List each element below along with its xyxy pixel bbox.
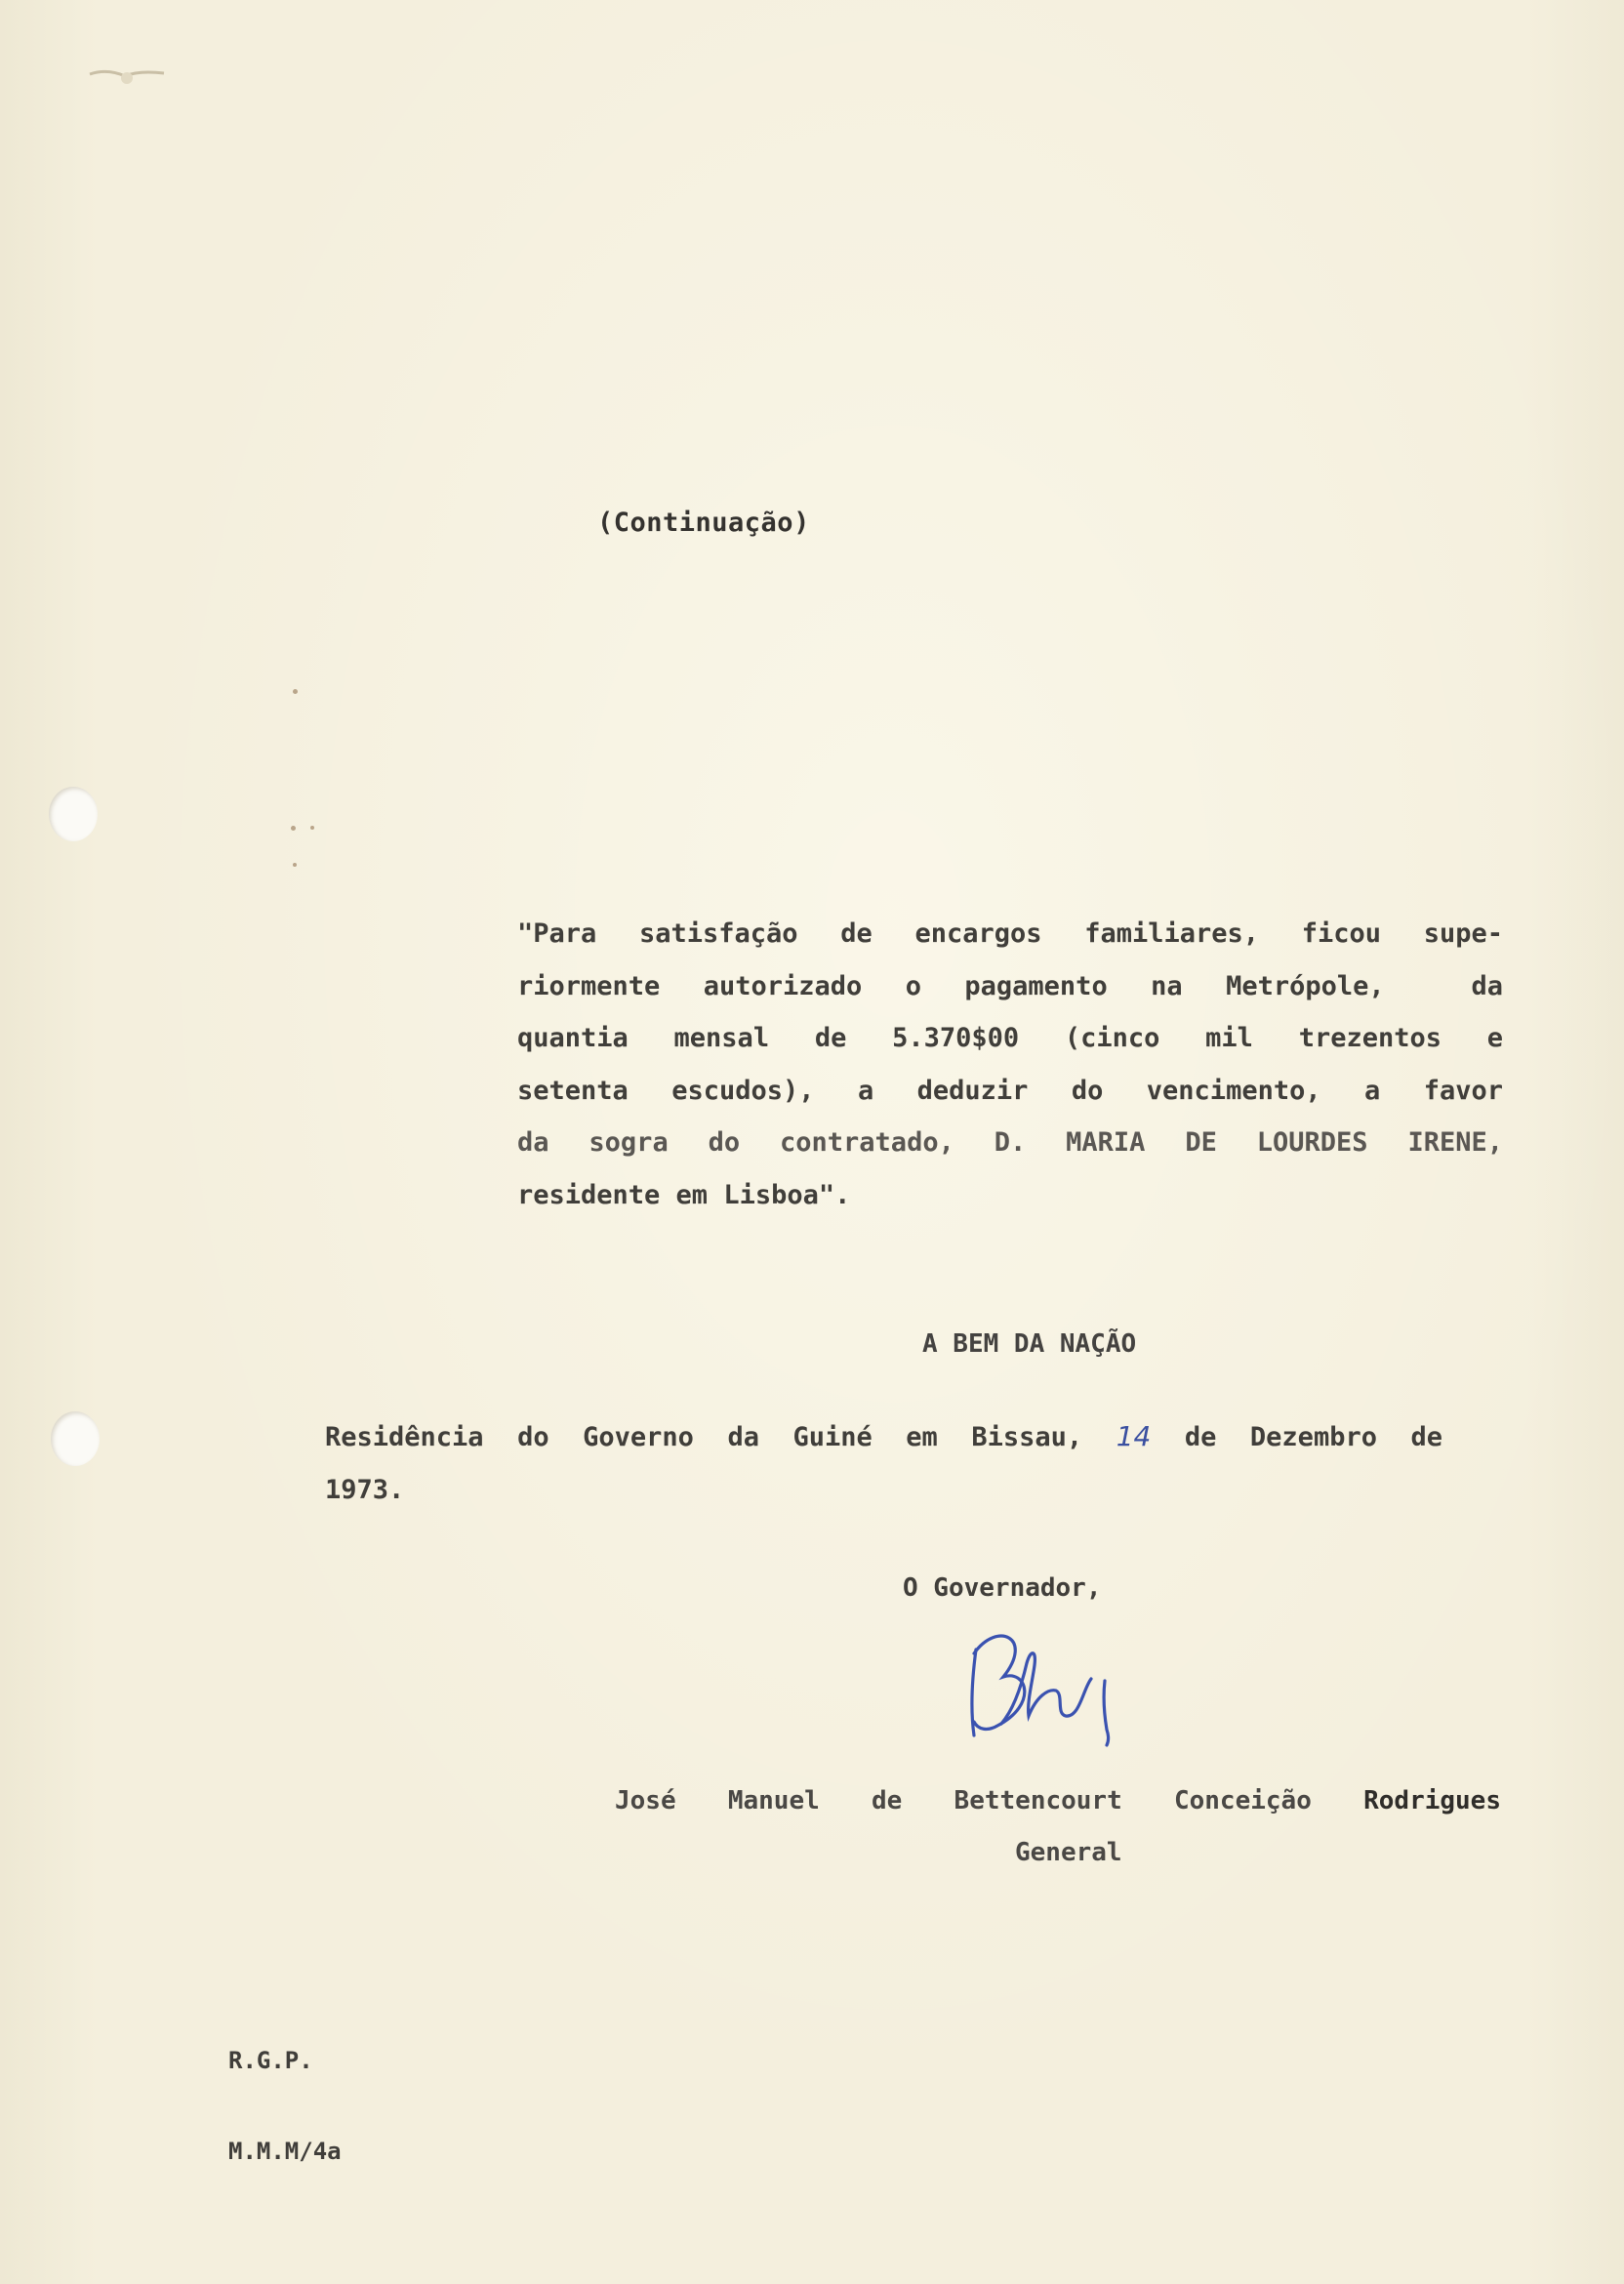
handwritten-day: 14 — [1116, 1420, 1152, 1452]
quote-line: quantia mensal de 5.370$00 (cinco mil trezentos e — [517, 1023, 1503, 1053]
date-year: 1973. — [325, 1475, 405, 1505]
paper-speck — [310, 826, 314, 830]
continuation-heading: (Continuação) — [597, 508, 810, 538]
quoted-paragraph — [517, 908, 1503, 1221]
paper-speck — [293, 863, 297, 867]
place-date-line — [325, 1410, 1442, 1464]
quote-line: setenta escudos), a deduzir do vencimento, a favor — [517, 1075, 1503, 1106]
reference-initials: R.G.P. — [228, 2047, 313, 2074]
month-text: de Dezembro de — [1184, 1422, 1443, 1452]
quote-line: residente em Lisboa". — [517, 1179, 851, 1210]
punch-hole-top — [49, 787, 98, 841]
signer-name-surname: Rodrigues — [1363, 1786, 1501, 1815]
paper-speck — [293, 689, 298, 694]
place-text: Residência do Governo da Guiné em Bissau, — [325, 1422, 1083, 1452]
quote-line: riormente autorizado o pagamento na Metrópole, da — [517, 970, 1503, 1001]
signer-name — [615, 1786, 1501, 1815]
quote-line: "Para satisfação de encargos familiares, ficou supe- — [517, 918, 1503, 949]
closing-formula: A BEM DA NAÇÃO — [922, 1329, 1137, 1359]
place-and-date — [325, 1410, 1442, 1517]
governor-title: O Governador, — [903, 1573, 1102, 1603]
quote-line: da sogra do contratado, D. MARIA DE LOURDES IRENE, — [517, 1127, 1503, 1158]
signer-rank: General — [1015, 1838, 1122, 1867]
paper-speck — [291, 826, 296, 831]
reference-code: M.M.M/4a — [228, 2138, 342, 2165]
signer-name-regular: José Manuel de Bettencourt Conceição — [615, 1786, 1312, 1815]
punch-hole-bottom — [51, 1411, 100, 1466]
handwritten-signature — [958, 1620, 1154, 1747]
paper-stain-mark — [88, 64, 166, 86]
